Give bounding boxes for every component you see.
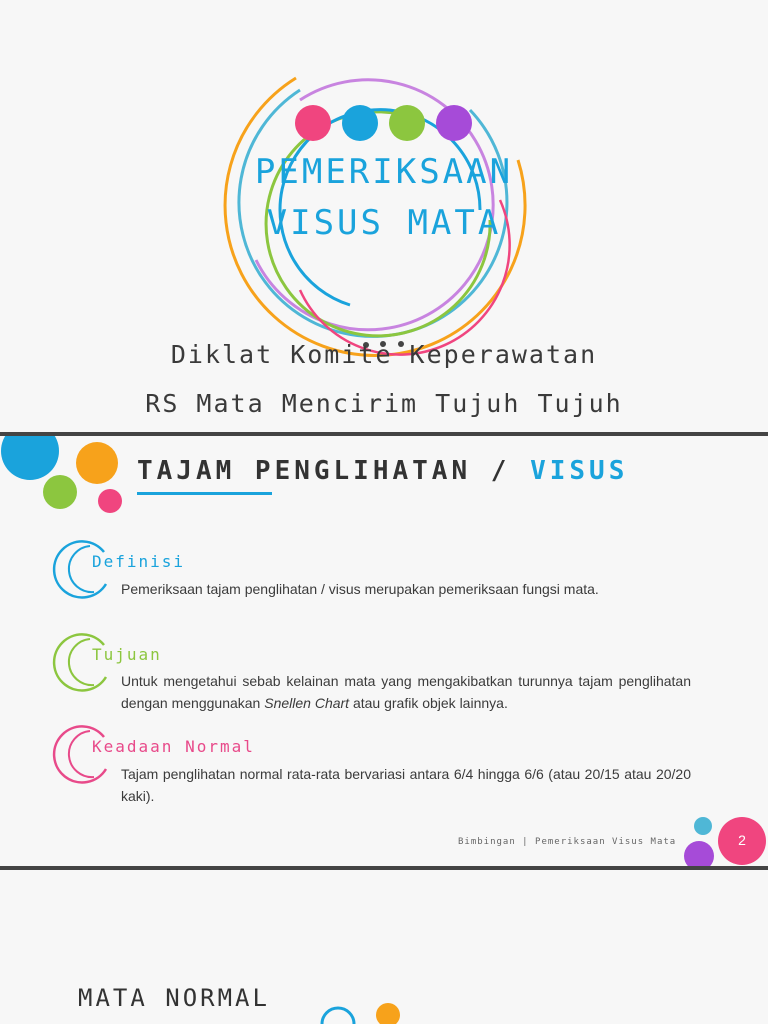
item-title-definisi: Definisi bbox=[92, 552, 186, 571]
heading-text: TAJAM PENGLIHATAN / bbox=[137, 456, 531, 486]
footer-text: Bimbingan | Pemeriksaan Visus Mata bbox=[458, 837, 677, 847]
slide3-heading: MATA NORMAL bbox=[78, 984, 270, 1012]
item-title-keadaan-normal: Keadaan Normal bbox=[92, 737, 255, 756]
slide-partial bbox=[0, 870, 768, 1024]
subtitle-line-1: Diklat Komite Keperawatan bbox=[170, 340, 598, 369]
slide3-dots-decoration bbox=[320, 1000, 410, 1024]
corner-dots-decoration bbox=[0, 436, 140, 526]
title-line-2: VISUS MATA bbox=[266, 203, 502, 243]
heading-underline bbox=[137, 492, 272, 495]
tujuan-text-italic: Snellen Chart bbox=[264, 695, 350, 711]
page-number: 2 bbox=[738, 832, 746, 848]
tujuan-text-1: Untuk mengetahui sebab kelainan mata yang mengakibatkan turunnya tajam penglihatan dengan menggunakan bbox=[121, 673, 691, 711]
heading-accent: VISUS bbox=[530, 456, 629, 486]
slide-content bbox=[0, 436, 768, 866]
subtitle-line-2: RS Mata Mencirim Tujuh Tujuh bbox=[145, 389, 623, 418]
tujuan-text-2: atau grafik objek lainnya. bbox=[349, 695, 508, 711]
item-text-tujuan bbox=[121, 670, 691, 714]
item-title-tujuan: Tujuan bbox=[92, 645, 162, 664]
section-heading bbox=[137, 456, 628, 486]
item-text-definisi: Pemeriksaan tajam penglihatan / visus merupakan pemeriksaan fungsi mata. bbox=[121, 581, 599, 597]
title-line-1: PEMERIKSAAN bbox=[254, 152, 514, 192]
item-text-keadaan-normal: Tajam penglihatan normal rata-rata bervariasi antara 6/4 hingga 6/6 (atau 20/15 atau 20/20 kaki). bbox=[121, 766, 691, 804]
slide-title bbox=[0, 0, 768, 432]
